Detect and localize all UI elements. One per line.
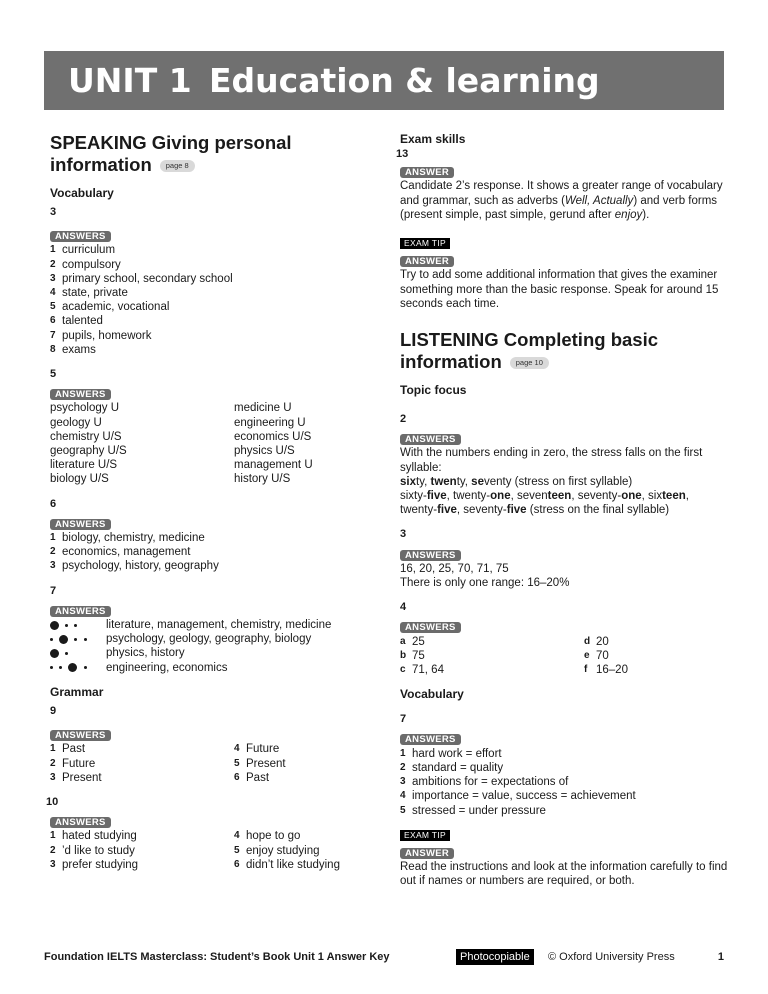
list-item: 4 Future <box>234 743 280 756</box>
question-number: 9 <box>50 704 57 717</box>
answer-grid-q4 <box>400 635 730 678</box>
stress-pattern-icon <box>50 646 106 660</box>
answers-badge: ANSWERS <box>50 730 111 741</box>
list-item: c 71, 64 <box>400 664 444 677</box>
topic-focus-heading: Topic focus <box>400 383 467 398</box>
list-item: a 25 <box>400 635 425 648</box>
answers-badge: ANSWERS <box>400 622 461 633</box>
list-item: 3 ambitions for = expectations of <box>400 776 569 789</box>
listening-heading: LISTENING Completing basic <box>400 329 658 351</box>
photocopiable-label: Photocopiable <box>456 949 534 965</box>
answers-badge: ANSWERS <box>400 434 461 445</box>
list-item: 2 standard = quality <box>400 761 504 774</box>
page-footer <box>44 949 724 965</box>
exam-tip-label: EXAM TIP <box>400 830 450 841</box>
list-item: 4 hope to go <box>234 830 301 843</box>
stress-pattern-icon <box>50 632 106 646</box>
list-item: psychology U <box>50 402 120 415</box>
list-item: medicine U <box>234 402 292 415</box>
answers-badge: ANSWERS <box>50 231 111 242</box>
list-item: 8 exams <box>50 343 96 356</box>
listening-heading-line2 <box>400 351 730 373</box>
answers-badge: ANSWERS <box>400 734 461 745</box>
list-item: 5 stressed = under pressure <box>400 804 546 817</box>
answer-grid-q9 <box>50 742 360 785</box>
publisher-credit: © Oxford University Press <box>548 951 675 963</box>
numbers-line: 16, 20, 25, 70, 71, 75 <box>400 562 509 575</box>
answer-badge: ANSWER <box>400 167 454 178</box>
stress-line-1: sixty, twenty, seventy (stress on first syllable) <box>400 475 633 488</box>
stress-line-3: twenty-five, seventy-five (stress on the final syllable) <box>400 504 670 517</box>
list-item: 1 curriculum <box>50 244 116 257</box>
list-item: b 75 <box>400 649 425 662</box>
list-item: 5 Present <box>234 757 286 770</box>
unit-number: UNIT 1 <box>68 61 192 100</box>
list-item: 2 Future <box>50 757 96 770</box>
unit-banner <box>44 51 724 110</box>
list-item: physics U/S <box>234 445 295 458</box>
list-item: engineering U <box>234 416 306 429</box>
list-item: 3 primary school, secondary school <box>50 272 233 285</box>
list-item: engineering, economics <box>50 661 360 675</box>
list-item: 1 Past <box>50 743 86 756</box>
question-number: 13 <box>396 148 409 160</box>
answers-badge: ANSWERS <box>50 389 111 400</box>
list-item: 2 ’d like to study <box>50 844 135 857</box>
page-reference-pill: page 8 <box>160 160 195 172</box>
answer-grid-q10 <box>50 829 360 872</box>
speaking-heading: SPEAKING Giving personal <box>50 132 292 153</box>
list-item: 2 compulsory <box>50 258 121 271</box>
list-item: 3 psychology, history, geography <box>50 560 219 573</box>
list-item: 5 academic, vocational <box>50 301 170 314</box>
exam-skills-answer: Candidate 2’s response. It shows a greater range of vocabulary and grammar, such as adverbs (Well, Actually) and verb forms (present simple, past simple, gerund after enjoy). <box>400 180 723 221</box>
list-item: 6 didn’t like studying <box>234 858 340 871</box>
question-number: 5 <box>50 368 57 381</box>
question-number: 2 <box>400 413 407 426</box>
stress-pattern-icon <box>50 661 106 675</box>
list-item: 2 economics, management <box>50 546 191 559</box>
list-item: d 20 <box>584 635 609 648</box>
list-item: geography U/S <box>50 445 127 458</box>
question-number: 7 <box>400 713 407 726</box>
list-item: 1 hard work = effort <box>400 747 502 760</box>
list-item: 6 Past <box>234 771 270 784</box>
list-item: 4 importance = value, success = achievement <box>400 790 636 803</box>
range-line: There is only one range: 16–20% <box>400 577 570 590</box>
list-item: history U/S <box>234 473 291 486</box>
stress-pattern-icon <box>50 618 106 632</box>
listening-heading-word: information <box>400 351 502 373</box>
question-number: 3 <box>400 528 407 541</box>
stress-line-2: sixty-five, twenty-one, seventeen, seventy-one, sixteen, <box>400 490 689 503</box>
exam-tip-text: Read the instructions and look at the information carefully to find out if names or numbers are required, or both. <box>400 861 728 888</box>
answers-badge: ANSWERS <box>50 606 111 617</box>
vocabulary-heading: Vocabulary <box>400 687 464 702</box>
stress-pattern-list <box>50 618 360 675</box>
footer-book-title: Foundation IELTS Masterclass: Student’s Book Unit 1 Answer Key <box>44 951 390 963</box>
answer-badge: ANSWER <box>400 848 454 859</box>
list-item: biology U/S <box>50 473 109 486</box>
list-item: e 70 <box>584 649 609 662</box>
list-item: geology U <box>50 416 102 429</box>
list-item: literature, management, chemistry, medicine <box>50 618 360 632</box>
subjects-grid <box>50 401 360 486</box>
question-number: 4 <box>400 601 407 614</box>
right-column <box>396 132 730 889</box>
stress-intro: With the numbers ending in zero, the stress falls on the first syllable: <box>400 447 703 474</box>
unit-title: Education & learning <box>209 61 600 100</box>
list-item: 1 biology, chemistry, medicine <box>50 532 205 545</box>
vocabulary-heading: Vocabulary <box>50 186 114 200</box>
exam-tip-text: Try to add some additional information that gives the examiner something more than the basic response. Speak for around 15 seconds each time. <box>400 269 719 310</box>
question-number: 3 <box>50 206 57 218</box>
answers-badge: ANSWERS <box>50 519 111 530</box>
answer-list-q7 <box>400 747 730 818</box>
list-item: psychology, geology, geography, biology <box>50 632 360 646</box>
list-item: 6 talented <box>50 315 103 328</box>
left-column <box>46 132 360 872</box>
page-number: 1 <box>717 951 724 963</box>
list-item: economics U/S <box>234 430 312 443</box>
answer-list-q6 <box>50 531 360 574</box>
answer-list-q3 <box>50 243 360 357</box>
list-item: literature U/S <box>50 459 118 472</box>
answers-badge: ANSWERS <box>400 550 461 561</box>
list-item: management U <box>234 459 313 472</box>
exam-tip-label: EXAM TIP <box>400 238 450 249</box>
list-item: chemistry U/S <box>50 430 122 443</box>
page-reference-pill: page 10 <box>510 357 549 369</box>
list-item: 5 enjoy studying <box>234 844 320 857</box>
list-item: f 16–20 <box>584 664 628 677</box>
exam-skills-heading: Exam skills <box>400 132 466 146</box>
question-number: 7 <box>50 584 57 597</box>
speaking-heading-line2 <box>50 154 360 176</box>
list-item: 7 pupils, homework <box>50 329 152 342</box>
answers-badge: ANSWERS <box>50 817 111 828</box>
list-item: 3 Present <box>50 771 102 784</box>
list-item: 4 state, private <box>50 287 128 300</box>
list-item: 3 prefer studying <box>50 858 139 871</box>
answer-badge: ANSWER <box>400 256 454 267</box>
list-item: 1 hated studying <box>50 830 137 843</box>
speaking-heading-word: information <box>50 154 152 175</box>
question-number: 10 <box>46 795 59 808</box>
grammar-heading: Grammar <box>50 684 104 699</box>
list-item: physics, history <box>50 646 360 660</box>
question-number: 6 <box>50 497 57 510</box>
